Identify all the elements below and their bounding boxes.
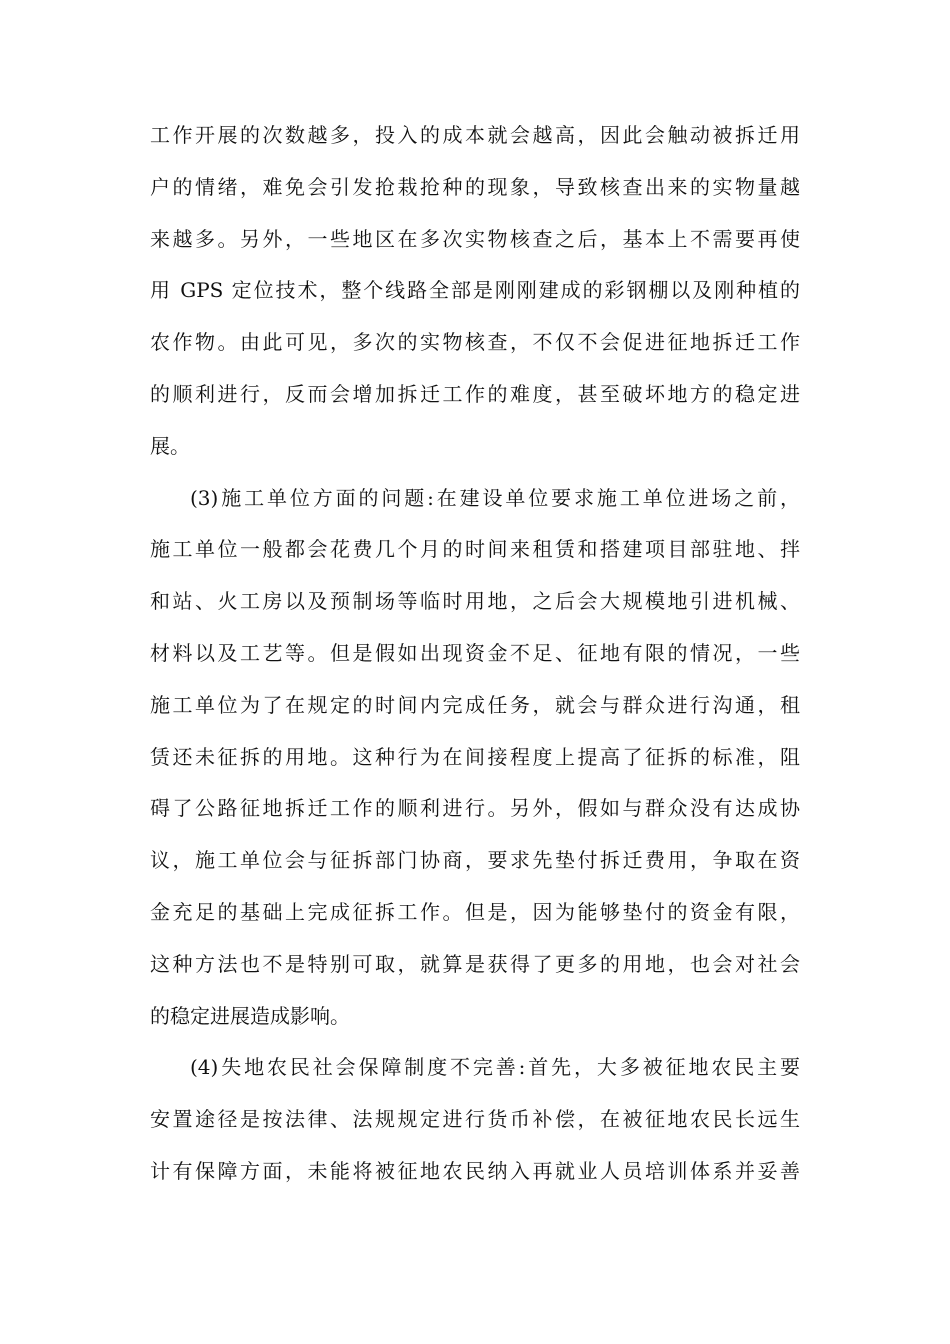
paragraph-2 xyxy=(150,473,800,1043)
text-line: (3)施工单位方面的问题:在建设单位要求施工单位进场之前， xyxy=(190,485,800,510)
text-line: 计有保障方面，未能将被征地农民纳入再就业人员培训体系并妥善 xyxy=(150,1158,800,1183)
text-line: 议，施工单位会与征拆部门协商，要求先垫付拆迁费用，争取在资 xyxy=(150,848,800,873)
text-line: 来越多。另外，一些地区在多次实物核查之后，基本上不需要再使 xyxy=(150,226,800,251)
text-line: 安置途径是按法律、法规规定进行货币补偿，在被征地农民长远生 xyxy=(150,1107,800,1132)
text-line: 工作开展的次数越多，投入的成本就会越高，因此会触动被拆迁用 xyxy=(150,123,800,147)
text-line: 施工单位为了在规定的时间内完成任务，就会与群众进行沟通，租 xyxy=(150,692,800,717)
text-line: 碍了公路征地拆迁工作的顺利进行。另外，假如与群众没有达成协 xyxy=(150,796,800,821)
text-line: 材料以及工艺等。但是假如出现资金不足、征地有限的情况，一些 xyxy=(150,640,800,665)
text-line: 和站、火工房以及预制场等临时用地，之后会大规模地引进机械、 xyxy=(150,589,800,614)
paragraph-3 xyxy=(150,1042,800,1197)
text-line: 施工单位一般都会花费几个月的时间来租赁和搭建项目部驻地、拌 xyxy=(150,537,800,562)
text-line: 赁还未征拆的用地。这种行为在间接程度上提高了征拆的标准，阻 xyxy=(150,744,800,769)
text-line: (4)失地农民社会保障制度不完善:首先，大多被征地农民主要 xyxy=(190,1055,800,1080)
text-line: 的稳定进展造成影响。 xyxy=(150,1003,350,1028)
paragraph-1 xyxy=(150,110,800,473)
text-line: 农作物。由此可见，多次的实物核查，不仅不会促进征地拆迁工作 xyxy=(150,330,800,355)
text-line: 展。 xyxy=(150,433,190,458)
text-line: 户的情绪，难免会引发抢栽抢种的现象，导致核查出来的实物量越 xyxy=(150,174,800,199)
document-body xyxy=(150,110,800,1198)
text-line: 金充足的基础上完成征拆工作。但是，因为能够垫付的资金有限， xyxy=(150,899,800,924)
text-line: 这种方法也不是特别可取，就算是获得了更多的用地，也会对社会 xyxy=(150,951,800,976)
text-line: 用 GPS 定位技术，整个线路全部是刚刚建成的彩钢棚以及刚种植的 xyxy=(150,278,800,303)
text-line: 的顺利进行，反而会增加拆迁工作的难度，甚至破坏地方的稳定进 xyxy=(150,381,800,406)
